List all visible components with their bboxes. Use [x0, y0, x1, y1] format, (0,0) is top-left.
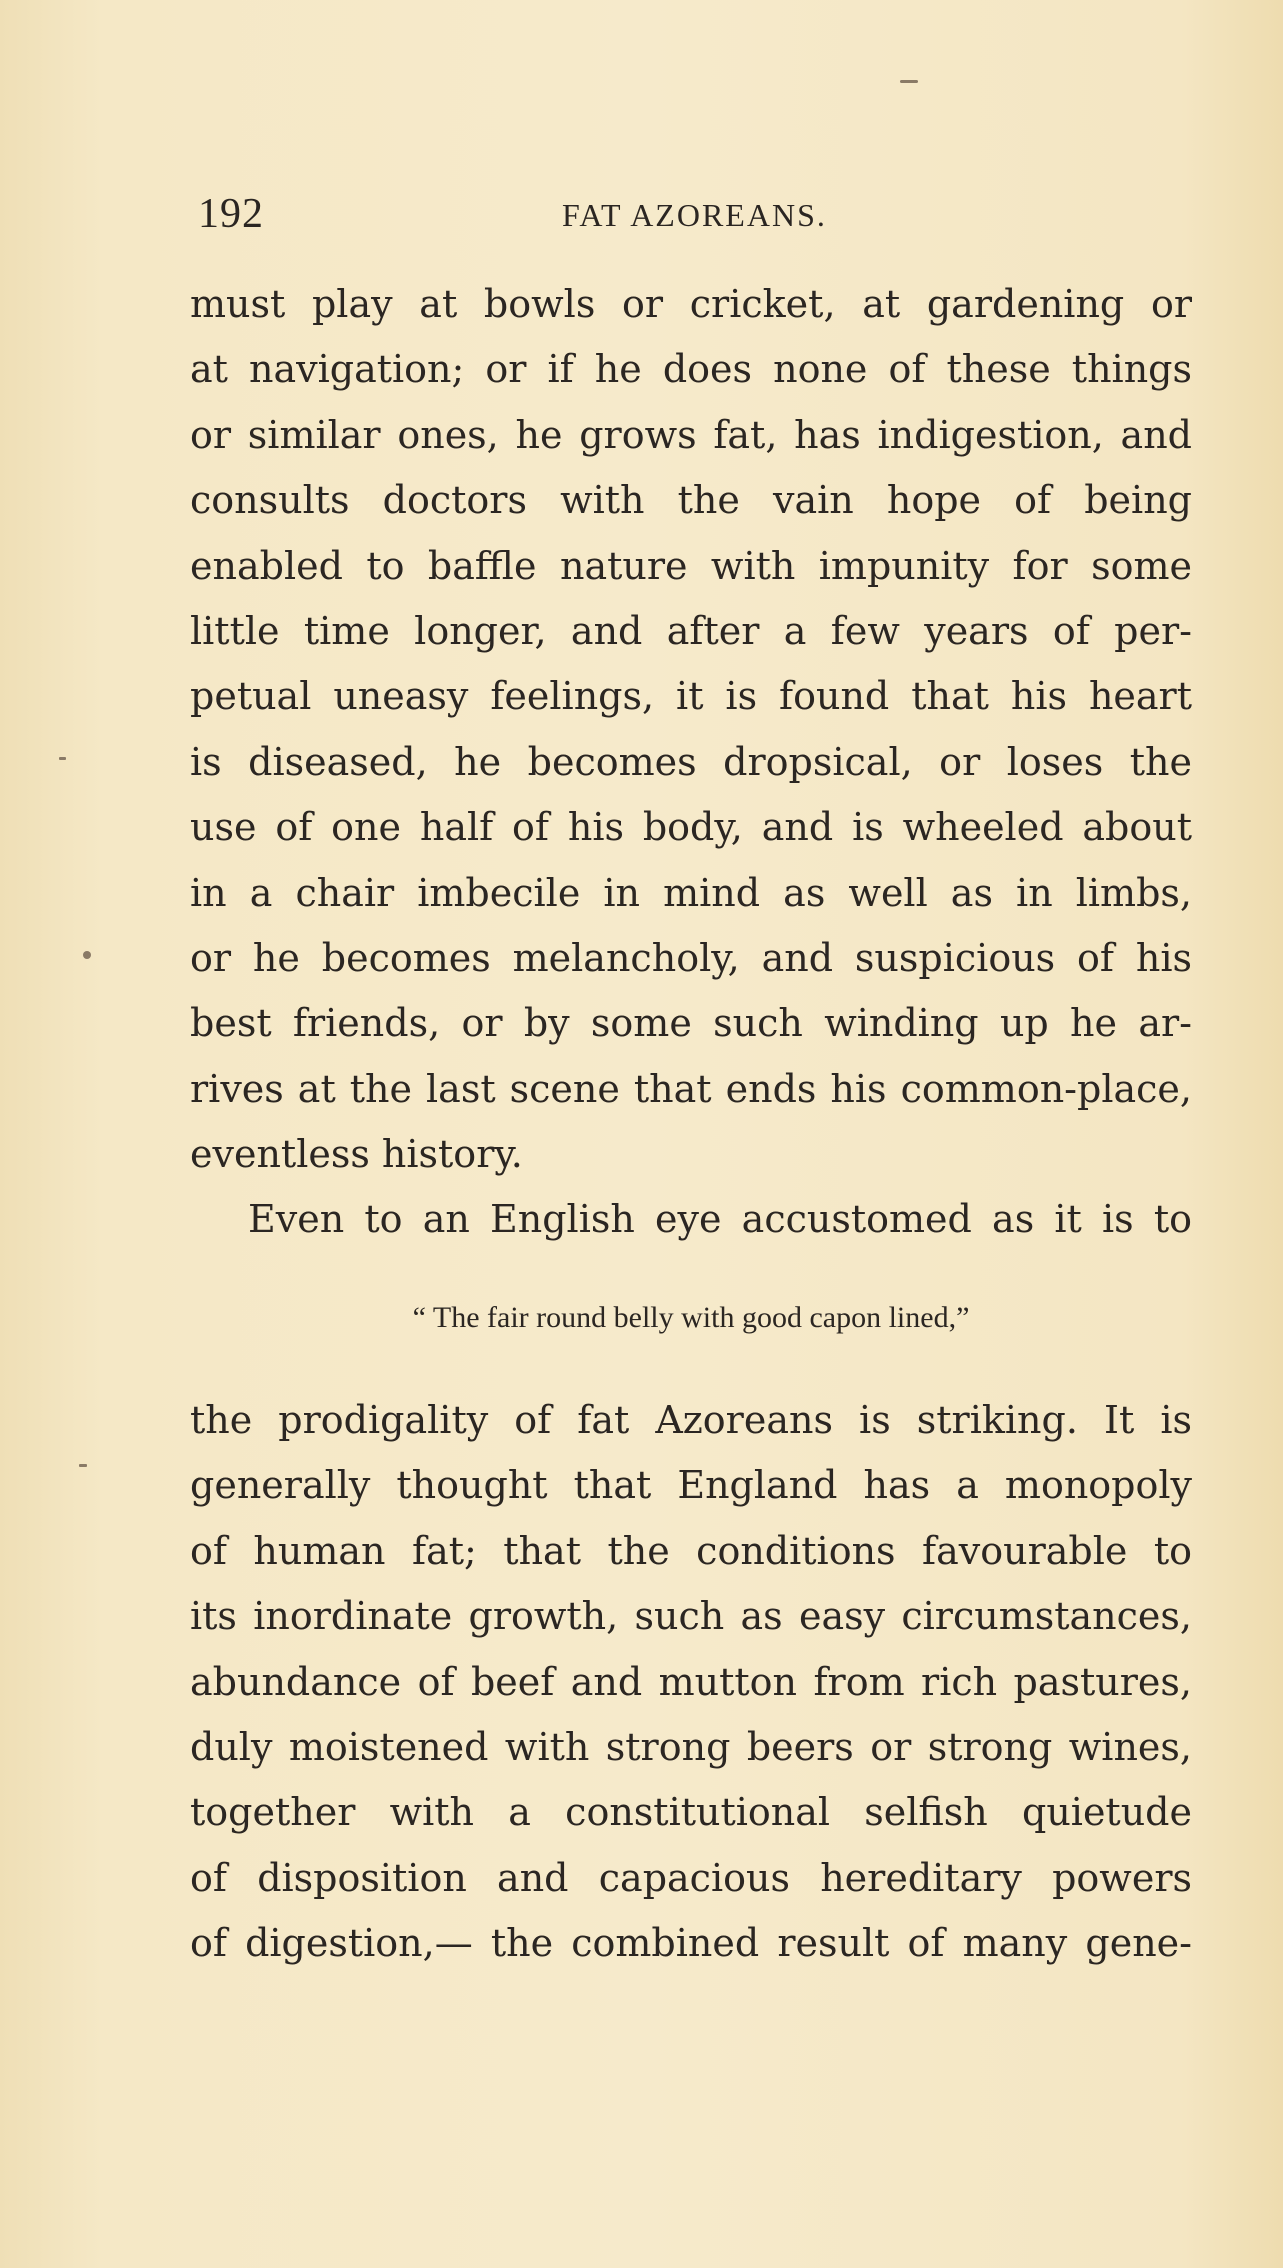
text-line: use of one half of his body, and is wheeled about [190, 805, 1192, 850]
paragraph-one [190, 272, 1192, 1253]
paragraph-two [190, 1388, 1192, 1977]
text-line: of human fat; that the conditions favourable to [190, 1528, 1192, 1573]
text-line: its inordinate growth, such as easy circumstances, [190, 1594, 1192, 1639]
text-line: of digestion,— the combined result of many gene- [190, 1921, 1192, 1966]
text-line: little time longer, and after a few years of per- [190, 608, 1192, 653]
text-line: consults doctors with the vain hope of being [190, 478, 1192, 523]
text-line: duly moistened with strong beers or strong wines, [190, 1724, 1192, 1769]
text-line: in a chair imbecile in mind as well as in limbs, [190, 870, 1192, 915]
ink-speck [900, 80, 918, 83]
ink-speck [79, 1464, 87, 1467]
quotation-line: “ The fair round belly with good capon lined,” [412, 1301, 970, 1334]
text-line: must play at bowls or cricket, at gardening or [190, 282, 1192, 326]
text-line: the prodigality of fat Azoreans is striking. It is [190, 1398, 1192, 1442]
running-title: FAT AZOREANS. [562, 197, 827, 233]
text-line: Even to an English eye accustomed as it is to [248, 1197, 1192, 1242]
text-line: abundance of beef and mutton from rich pastures, [190, 1659, 1192, 1704]
text-line: is diseased, he becomes dropsical, or loses the [190, 739, 1192, 784]
text-line: or he becomes melancholy, and suspicious of his [190, 935, 1192, 980]
text-line: petual uneasy feelings, it is found that his heart [190, 674, 1192, 719]
text-line: together with a constitutional selfish quietude [190, 1790, 1192, 1835]
page-number: 192 [198, 191, 264, 237]
text-line: of disposition and capacious hereditary powers [190, 1855, 1192, 1900]
text-line: eventless history. [190, 1132, 523, 1177]
text-line: enabled to baffle nature with impunity for some [190, 543, 1192, 588]
text-line: or similar ones, he grows fat, has indigestion, and [190, 412, 1192, 457]
ink-speck [59, 757, 66, 760]
text-line: best friends, or by some such winding up he ar- [190, 1001, 1192, 1046]
text-line: rives at the last scene that ends his common-place, [190, 1066, 1192, 1111]
running-head [190, 185, 1160, 245]
text-line: generally thought that England has a monopoly [190, 1463, 1192, 1508]
text-line: at navigation; or if he does none of these things [190, 347, 1192, 392]
ink-speck [83, 951, 91, 959]
